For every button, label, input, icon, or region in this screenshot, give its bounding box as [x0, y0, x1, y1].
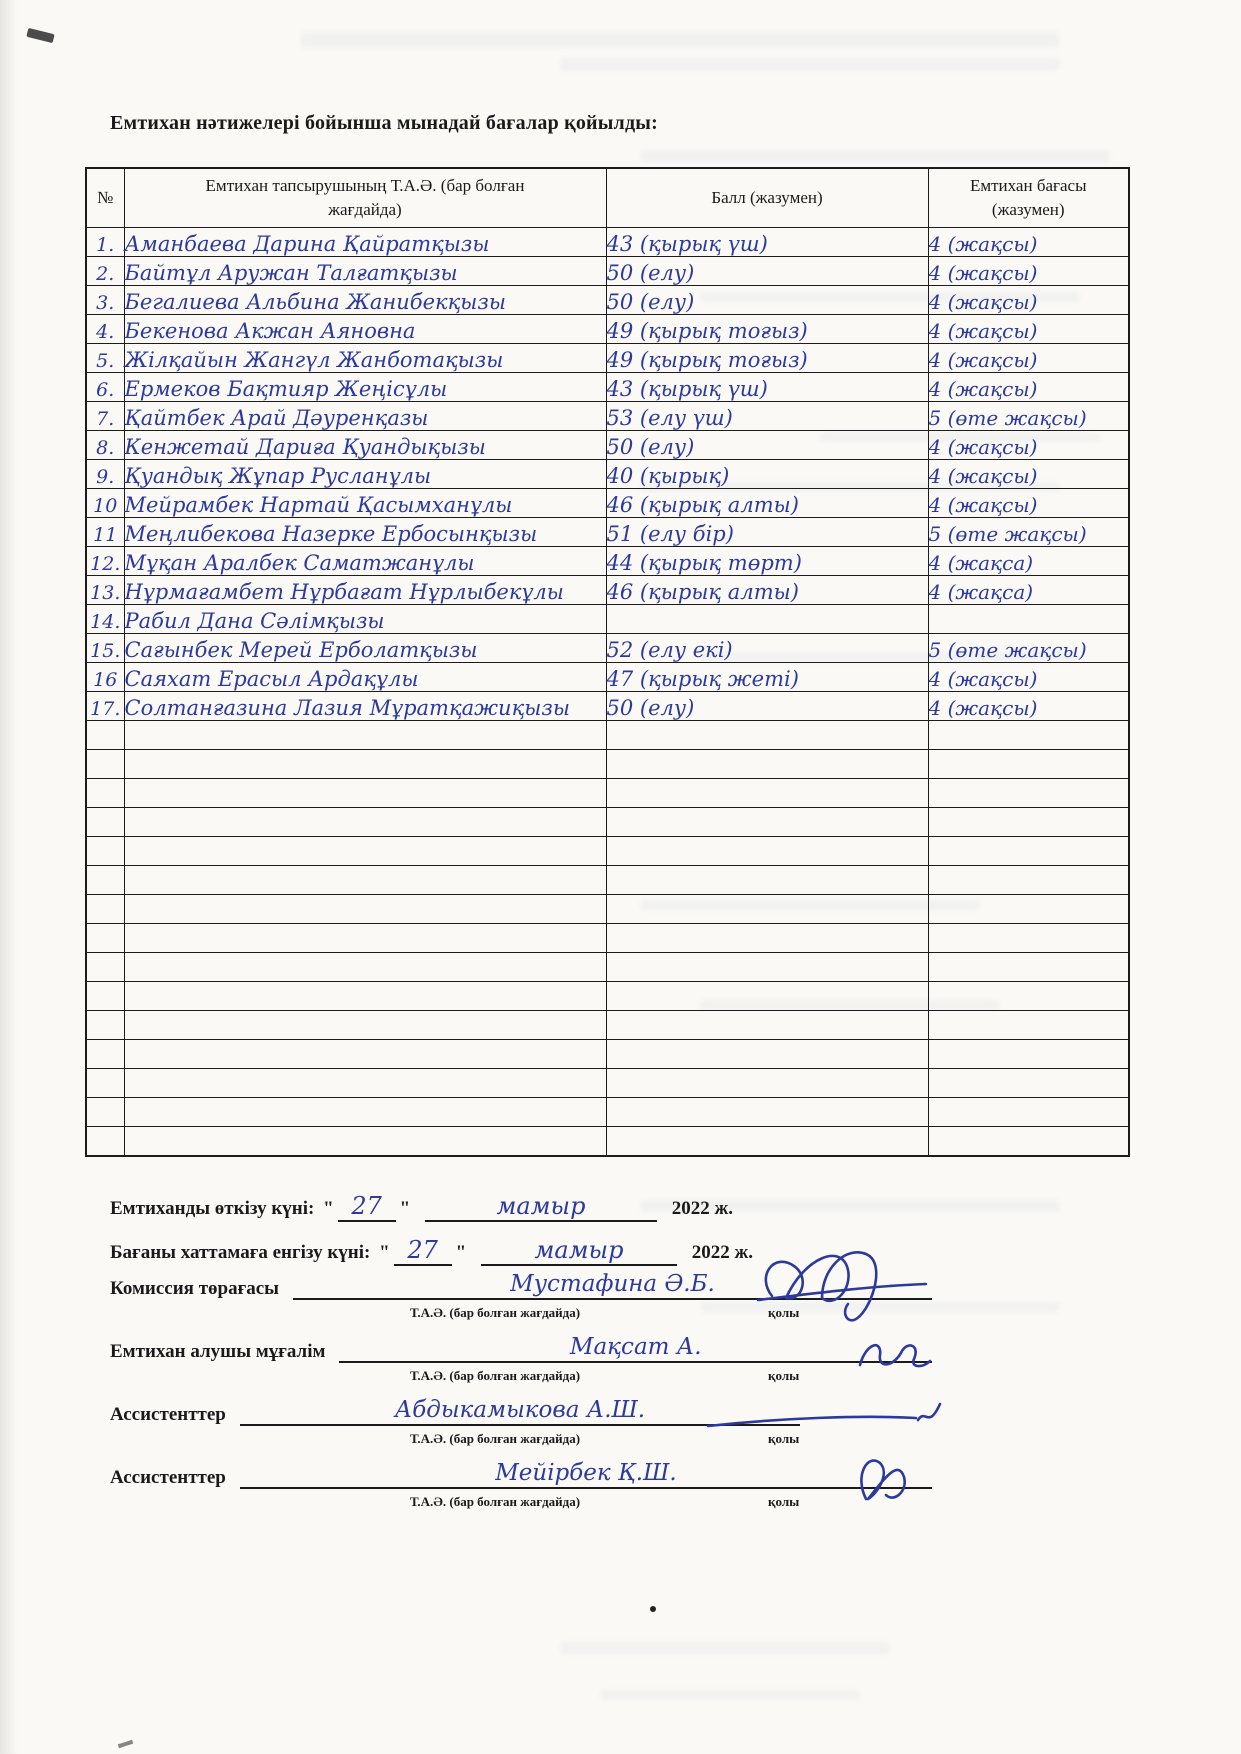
score-written: 53 (елу үш): [606, 402, 928, 431]
caption-signature: қолы: [768, 1431, 800, 1446]
col-header-name-line2: жағдайда): [328, 200, 402, 219]
row-number: [86, 924, 124, 953]
caption-full-name: Т.А.Ә. (бар болған жағдайда): [410, 1494, 581, 1509]
row-number: [86, 982, 124, 1011]
table-row: [86, 228, 1129, 257]
table-row: [86, 373, 1129, 402]
score-written: 47 (қырық жеті): [606, 663, 928, 692]
table-row-empty: [86, 779, 1129, 808]
examinee-name: Қуандық Жұпар Русланұлы: [124, 460, 606, 489]
signers: [110, 1272, 1170, 1524]
row-number: [86, 1040, 124, 1069]
table-row-empty: [86, 1069, 1129, 1098]
row-number: 13.: [86, 576, 124, 605]
signer-row: [110, 1272, 932, 1300]
row-number: 14.: [86, 605, 124, 634]
table-row-empty: [86, 837, 1129, 866]
examinee-name: [124, 866, 606, 895]
table-row: [86, 402, 1129, 431]
col-header-grade-line2: (жазумен): [991, 200, 1065, 219]
examinee-name: [124, 1011, 606, 1040]
col-header-grade: [928, 168, 1129, 228]
score-written: 49 (қырық тоғыз): [606, 315, 928, 344]
row-number: 15.: [86, 634, 124, 663]
caption-signature: қолы: [768, 1494, 800, 1509]
examinee-name: [124, 1040, 606, 1069]
exam-grade-written: [928, 924, 1129, 953]
table-row: [86, 257, 1129, 286]
col-header-number: №: [86, 168, 124, 228]
score-written: [606, 1040, 928, 1069]
row-number: [86, 866, 124, 895]
table-row: [86, 634, 1129, 663]
protocol-date-year: 2022 ж.: [691, 1242, 753, 1263]
score-written: [606, 1011, 928, 1040]
exam-date-label: Емтиханды өткізу күні:: [110, 1198, 315, 1219]
exam-grade-written: 4 (жақсы): [928, 489, 1129, 518]
signer-row: [110, 1398, 800, 1426]
row-number: 2.: [86, 257, 124, 286]
exam-grade-written: [928, 953, 1129, 982]
exam-grade-written: [928, 1098, 1129, 1127]
examinee-name: Меңлибекова Назерке Ербосынқызы: [124, 518, 606, 547]
results-table-body: [86, 228, 1129, 1156]
row-number: [86, 721, 124, 750]
table-row-empty: [86, 750, 1129, 779]
exam-grade-written: [928, 605, 1129, 634]
exam-grade-written: [928, 837, 1129, 866]
examinee-name: [124, 895, 606, 924]
protocol-date-day: 27: [394, 1236, 452, 1266]
table-row: [86, 344, 1129, 373]
examinee-name: Мұқан Аралбек Саматжанұлы: [124, 547, 606, 576]
exam-grade-written: 4 (жақсы): [928, 460, 1129, 489]
examinee-name: [124, 924, 606, 953]
score-written: [606, 808, 928, 837]
score-written: [606, 837, 928, 866]
score-written: 50 (елу): [606, 692, 928, 721]
score-written: 49 (қырық тоғыз): [606, 344, 928, 373]
signer-role-label: Комиссия төрағасы: [110, 1278, 279, 1300]
col-header-name-line1: Емтихан тапсырушының Т.А.Ә. (бар болған: [205, 176, 525, 196]
examinee-name: Рабил Дана Сәлімқызы: [124, 605, 606, 634]
examinee-name: [124, 1098, 606, 1127]
row-number: [86, 750, 124, 779]
table-row: [86, 663, 1129, 692]
scan-edge-shade: [0, 0, 18, 1754]
examinee-name: [124, 837, 606, 866]
caption-signature: қолы: [768, 1368, 800, 1383]
exam-grade-written: [928, 895, 1129, 924]
examinee-name: Байтұл Аружан Талғатқызы: [124, 257, 606, 286]
exam-date-year: 2022 ж.: [671, 1198, 733, 1219]
table-row-empty: [86, 1040, 1129, 1069]
examinee-name: Кенжетай Дариға Қуандықызы: [124, 431, 606, 460]
bleed-through-artifact: [560, 1642, 890, 1654]
score-written: [606, 924, 928, 953]
signer-handwritten-name: Мақсат А.: [339, 1335, 932, 1363]
caption-full-name: Т.А.Ә. (бар болған жағдайда): [410, 1305, 581, 1320]
table-row-empty: [86, 1011, 1129, 1040]
score-written: 50 (елу): [606, 257, 928, 286]
protocol-date-label: Бағаны хаттамаға енгізу күні:: [110, 1242, 371, 1263]
row-number: 6.: [86, 373, 124, 402]
exam-grade-written: 5 (өте жақсы): [928, 518, 1129, 547]
col-header-name: [124, 168, 606, 228]
exam-grade-written: [928, 808, 1129, 837]
exam-grade-written: 5 (өте жақсы): [928, 634, 1129, 663]
table-row: [86, 460, 1129, 489]
signer-block: [110, 1398, 1170, 1461]
signer-handwritten-name: Мейірбек Қ.Ш.: [240, 1461, 932, 1489]
row-number: [86, 1069, 124, 1098]
examinee-name: [124, 750, 606, 779]
examinee-name: Нұрмағамбет Нұрбағат Нұрлыбекұлы: [124, 576, 606, 605]
exam-grade-written: 4 (жақсы): [928, 431, 1129, 460]
examinee-name: [124, 808, 606, 837]
signer-role-label: Ассистенттер: [110, 1467, 226, 1489]
examinee-name: Ермеков Бақтияр Жеңісұлы: [124, 373, 606, 402]
row-number: 5.: [86, 344, 124, 373]
exam-grade-written: [928, 1127, 1129, 1156]
score-written: [606, 721, 928, 750]
score-written: 46 (қырық алты): [606, 576, 928, 605]
exam-results-table: [85, 167, 1130, 1157]
score-written: 52 (елу екі): [606, 634, 928, 663]
table-row-empty: [86, 924, 1129, 953]
col-header-score: Балл (жазумен): [606, 168, 928, 228]
score-written: 43 (қырық үш): [606, 228, 928, 257]
score-written: [606, 866, 928, 895]
examinee-name: Солтанғазина Лазия Мұратқажиқызы: [124, 692, 606, 721]
table-row-empty: [86, 866, 1129, 895]
examinee-name: [124, 779, 606, 808]
caption-full-name: Т.А.Ә. (бар болған жағдайда): [410, 1368, 581, 1383]
bleed-through-artifact: [600, 1690, 860, 1700]
score-written: 46 (қырық алты): [606, 489, 928, 518]
bleed-through-artifact: [300, 32, 1060, 48]
examinee-name: [124, 1127, 606, 1156]
exam-grade-written: [928, 1011, 1129, 1040]
table-row: [86, 431, 1129, 460]
row-number: 16: [86, 663, 124, 692]
row-number: 4.: [86, 315, 124, 344]
examinee-name: Мейрамбек Нартай Қасымханұлы: [124, 489, 606, 518]
row-number: [86, 1127, 124, 1156]
table-row: [86, 547, 1129, 576]
signer-role-label: Ассистенттер: [110, 1404, 226, 1426]
exam-date-day: 27: [338, 1192, 396, 1222]
row-number: 9.: [86, 460, 124, 489]
exam-grade-written: [928, 721, 1129, 750]
exam-grade-written: [928, 982, 1129, 1011]
examinee-name: Саяхат Ерасыл Ардақұлы: [124, 663, 606, 692]
ink-dot: [650, 1606, 656, 1612]
row-number: 8.: [86, 431, 124, 460]
quote-close: ": [399, 1198, 411, 1219]
protocol-date-line: [110, 1236, 753, 1266]
signer-row: [110, 1335, 932, 1363]
quote-close: ": [455, 1242, 467, 1263]
exam-grade-written: [928, 750, 1129, 779]
row-number: [86, 779, 124, 808]
examinee-name: Қайтбек Арай Дәуренқазы: [124, 402, 606, 431]
score-written: 51 (елу бір): [606, 518, 928, 547]
table-row: [86, 692, 1129, 721]
caption-full-name: Т.А.Ә. (бар болған жағдайда): [410, 1431, 581, 1446]
examinee-name: [124, 953, 606, 982]
examinee-name: Жілқайын Жангүл Жанботақызы: [124, 344, 606, 373]
protocol-date-month: мамыр: [481, 1236, 677, 1266]
exam-grade-written: 4 (жақсы): [928, 344, 1129, 373]
score-written: [606, 953, 928, 982]
score-written: 50 (елу): [606, 286, 928, 315]
row-number: 1.: [86, 228, 124, 257]
score-written: [606, 750, 928, 779]
bleed-through-artifact: [560, 58, 1060, 71]
exam-grade-written: 4 (жақса): [928, 547, 1129, 576]
exam-grade-written: 4 (жақсы): [928, 315, 1129, 344]
exam-grade-written: [928, 866, 1129, 895]
signer-block: [110, 1461, 1170, 1524]
score-written: 50 (елу): [606, 431, 928, 460]
score-written: [606, 605, 928, 634]
score-written: [606, 1098, 928, 1127]
exam-grade-written: 4 (жақсы): [928, 257, 1129, 286]
row-number: [86, 895, 124, 924]
quote-open: ": [379, 1242, 390, 1263]
score-written: 40 (қырық): [606, 460, 928, 489]
exam-grade-written: [928, 779, 1129, 808]
row-number: 3.: [86, 286, 124, 315]
row-number: [86, 837, 124, 866]
scan-corner-mark: [26, 28, 54, 43]
quote-open: ": [323, 1198, 334, 1219]
examinee-name: Бекенова Акжан Аяновна: [124, 315, 606, 344]
caption-signature: қолы: [768, 1305, 800, 1320]
table-row: [86, 605, 1129, 634]
examinee-name: Аманбаева Дарина Қайратқызы: [124, 228, 606, 257]
exam-grade-written: 4 (жақсы): [928, 286, 1129, 315]
exam-grade-written: 5 (өте жақсы): [928, 402, 1129, 431]
scan-bottom-mark: [118, 1740, 134, 1748]
table-row-empty: [86, 721, 1129, 750]
table-row-empty: [86, 1098, 1129, 1127]
exam-grade-written: 4 (жақсы): [928, 692, 1129, 721]
table-row-empty: [86, 895, 1129, 924]
table-row: [86, 315, 1129, 344]
row-number: 17.: [86, 692, 124, 721]
signer-row: [110, 1461, 932, 1489]
row-number: 10: [86, 489, 124, 518]
score-written: [606, 1127, 928, 1156]
signer-block: [110, 1272, 1170, 1335]
table-row: [86, 489, 1129, 518]
score-written: 44 (қырық төрт): [606, 547, 928, 576]
signer-handwritten-name: Мустафина Ә.Б.: [293, 1272, 932, 1300]
row-number: [86, 1011, 124, 1040]
table-row: [86, 286, 1129, 315]
signer-role-label: Емтихан алушы мұғалім: [110, 1341, 326, 1363]
exam-grade-written: 4 (жақса): [928, 576, 1129, 605]
exam-grade-written: 4 (жақсы): [928, 228, 1129, 257]
exam-date-line: [110, 1192, 733, 1222]
signer-block: [110, 1335, 1170, 1398]
score-written: [606, 982, 928, 1011]
exam-grade-written: 4 (жақсы): [928, 663, 1129, 692]
table-row: [86, 518, 1129, 547]
score-written: 43 (қырық үш): [606, 373, 928, 402]
examinee-name: Сағынбек Мерей Ерболатқызы: [124, 634, 606, 663]
table-row-empty: [86, 953, 1129, 982]
exam-grade-written: [928, 1040, 1129, 1069]
col-header-grade-line1: Емтихан бағасы: [969, 176, 1087, 196]
examinee-name: [124, 982, 606, 1011]
row-number: [86, 953, 124, 982]
row-number: 11: [86, 518, 124, 547]
signer-handwritten-name: Абдыкамыкова А.Ш.: [240, 1398, 800, 1426]
row-number: 7.: [86, 402, 124, 431]
row-number: [86, 1098, 124, 1127]
score-written: [606, 895, 928, 924]
examinee-name: Бегалиева Альбина Жанибекқызы: [124, 286, 606, 315]
examinee-name: [124, 721, 606, 750]
table-header-row: [86, 168, 1129, 228]
table-row-empty: [86, 808, 1129, 837]
examinee-name: [124, 1069, 606, 1098]
exam-date-month: мамыр: [425, 1192, 657, 1222]
row-number: 12.: [86, 547, 124, 576]
bleed-through-artifact: [640, 150, 1110, 162]
score-written: [606, 779, 928, 808]
row-number: [86, 808, 124, 837]
score-written: [606, 1069, 928, 1098]
page-title: Емтихан нәтижелері бойынша мынадай бағалар қойылды:: [110, 112, 658, 134]
exam-grade-written: 4 (жақсы): [928, 373, 1129, 402]
table-row-empty: [86, 1127, 1129, 1156]
exam-grade-written: [928, 1069, 1129, 1098]
table-row-empty: [86, 982, 1129, 1011]
table-row: [86, 576, 1129, 605]
